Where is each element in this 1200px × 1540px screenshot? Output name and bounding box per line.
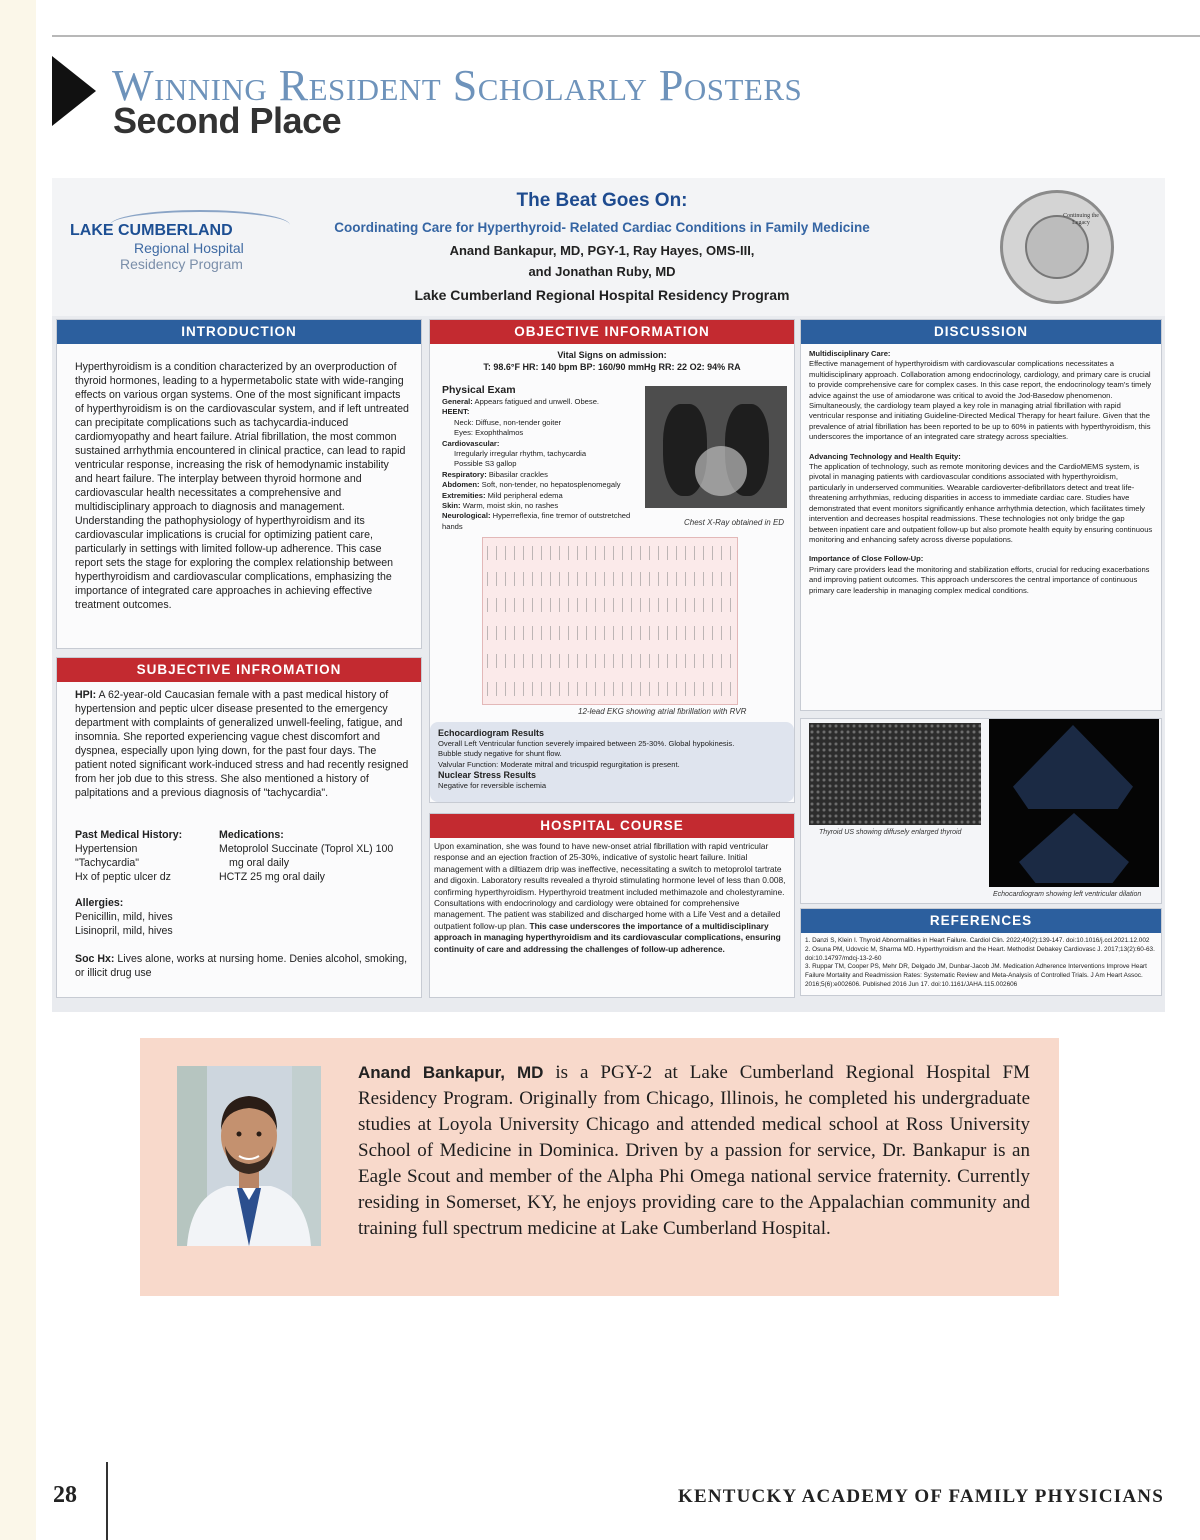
vitals-block (430, 349, 794, 373)
discussion-panel (800, 319, 1162, 711)
ekg-trace (487, 654, 735, 668)
poster-title: The Beat Goes On: (516, 190, 688, 211)
echo-item: Overall Left Ventricular function severely impaired between 25-30%. Global hypokinesis. (438, 739, 735, 748)
exam-value: Mild peripheral edema (485, 490, 563, 500)
exam-item (442, 459, 647, 469)
hospital-course-body: Upon examination, she was found to have new-onset atrial fibrillation with rapid ventricular response and an ejection fraction of 25-30%, indicative of systolic heart failure. Initial management with a diltiazem drip was ineffective, necessitating a switch to metoprolol tartrate and digoxin. Laboratory results revealed a thyroid stimulating hormone level of less than 0.008, confirming hyperthyroidism. Hyperthyroid treatment included methimazole and cholestyramine. Consultations with endocrinology and cardiology were obtained for comprehensive management. The patient was stabilized and discharged home with a Life Vest and a detailed outpatient follow-up plan. (434, 841, 786, 931)
poster-title-block (302, 190, 902, 303)
ekg-caption: 12-lead EKG showing atrial fibrillation with RVR (578, 707, 747, 716)
section-arrow-icon (52, 56, 96, 126)
exam-item (442, 428, 647, 438)
poster-authors: Anand Bankapur, MD, PGY-1, Ray Hayes, OMS-III, (449, 243, 755, 258)
objective-panel (429, 319, 795, 803)
nuclear-title: Nuclear Stress Results (438, 770, 537, 781)
ultrasound-texture (809, 723, 981, 825)
exam-value: Possible S3 gallop (454, 459, 517, 469)
exam-value: Neck: Diffuse, non-tender goiter (454, 417, 562, 427)
exam-label: Respiratory: (442, 469, 487, 479)
echo-fan (1013, 725, 1133, 813)
exam-value: Bibasilar crackles (486, 469, 548, 479)
discussion-body (809, 349, 1155, 596)
bio-description: is a PGY-2 at Lake Cumberland Regional Hospital FM Residency Program. Originally from Chicago, Illinois, he completed his undergraduate studies at Loyola University Chicago and attended medical school at Ross University School of Medicine in Dominica. Driven by a passion for service, Dr. Bankapur is an Eagle Scout and member of the Alpha Phi Omega national service fraternity. Currently residing in Somerset, KY, he enjoys providing care to the Appalachian community and training full spectrum medicine at Lake Cumberland Hospital. (358, 1062, 1030, 1239)
discussion-item-title: Importance of Close Follow-Up: (809, 554, 924, 564)
social-history-text: Lives alone, works at nursing home. Denies alcohol, smoking, or illicit drug use (75, 953, 408, 979)
references-list (805, 937, 1159, 990)
reference-item: 3. Ruppar TM, Cooper PS, Mehr DR, Delgado JM, Dunbar-Jacob JM. Medication Adherence Interventions Improve Heart Failure Mortality and Readmission Rates: Systematic Review and Meta-Analysis of Controlled Trials. J Am Heart Assoc. 2016;5(6):e002606. Published 2016 Jun 17. doi:10.1161/JAHA.115.002606 (805, 963, 1147, 988)
discussion-item-text: Primary care providers lead the monitoring and stabilization efforts, crucial for reducing exacerbations and improving patient outcomes. This approach underscores the central importance of continuous primary care leadership in managing complex medical conditions. (809, 564, 1150, 595)
references-heading: REFERENCES (801, 909, 1161, 933)
discussion-item-title: Multidisciplinary Care: (809, 349, 891, 358)
echo-item: Valvular Function: Moderate mitral and tricuspid regurgitation is present. (438, 759, 680, 769)
thyroid-caption: Thyroid US showing diffusely enlarged thyroid (819, 829, 962, 836)
page-title: Winning Resident Scholarly Posters (112, 61, 803, 110)
echo-image-top (989, 719, 1159, 819)
reference-item: 1. Danzi S, Klein I. Thyroid Abnormalities in Heart Failure. Cardiol Clin. 2022;40(2):139-147. doi:10.1016/j.ccl.2021.12.002 (805, 937, 1150, 944)
exam-item (442, 407, 647, 417)
objective-heading: OBJECTIVE INFORMATION (430, 320, 794, 344)
ekg-trace (487, 598, 735, 612)
vitals-values: T: 98.6°F HR: 140 bpm BP: 160/90 mmHg RR: 22 O2: 94% RA (483, 362, 741, 372)
introduction-heading: INTRODUCTION (57, 320, 421, 344)
exam-value: Eyes: Exophthalmos (454, 428, 524, 438)
bio-text (358, 1060, 1030, 1242)
exam-value: Warm, moist skin, no rashes (460, 501, 559, 511)
pmh-label: Past Medical History: (75, 829, 183, 841)
exam-item (442, 480, 647, 490)
pmh-block (75, 828, 215, 884)
page-subtitle: Second Place (113, 100, 342, 141)
poster-program: Lake Cumberland Regional Hospital Residency Program (414, 287, 790, 303)
pmh-item: Hx of peptic ulcer dz (75, 871, 171, 883)
exam-item (442, 511, 647, 532)
subjective-heading: SUBJECTIVE INFROMATION (57, 658, 421, 682)
logo-line: Residency Program (120, 256, 243, 272)
footer-divider (106, 1462, 108, 1540)
hpi-text: A 62-year-old Caucasian female with a past medical history of hypertension and peptic ulcer disease presented to the emergency department with complaints of generalized unwell-feeling, fatigue, and insomnia. She reported experiencing vague chest discomfort and dyspnea, especially upon lying down, for the past four days. The patient noted significant work-induced stress and had recently resigned from her job due to this stress. She also mentioned a history of palpitations and a previous diagnosis of "tachycardia". (75, 689, 409, 799)
vitals-title: Vital Signs on admission: (557, 350, 667, 360)
exam-value: Soft, non-tender, no hepatosplenomegaly (479, 480, 621, 490)
hospital-logo (70, 222, 290, 302)
medications-label: Medications: (219, 829, 284, 841)
medication-item: HCTZ 25 mg oral daily (219, 871, 325, 883)
subjective-panel (56, 657, 422, 998)
ekg-trace (487, 546, 735, 560)
exam-value: Irregularly irregular rhythm, tachycardia (454, 449, 587, 459)
exam-label: General: (442, 397, 473, 406)
discussion-item-title: Advancing Technology and Health Equity: (809, 451, 961, 461)
exam-value: Hyperreflexia, fine tremor of outstretched hands (442, 511, 631, 531)
footer-organization: KENTUCKY ACADEMY OF FAMILY PHYSICIANS (677, 1486, 1164, 1507)
thyroid-ultrasound-image (809, 723, 981, 825)
discussion-heading: DISCUSSION (801, 320, 1161, 344)
pmh-item: Hypertension (75, 843, 138, 855)
exam-item (442, 397, 647, 407)
allergy-item: Penicillin, mild, hives (75, 911, 173, 923)
xray-caption: Chest X-Ray obtained in ED (684, 518, 785, 527)
pmh-item: "Tachycardia" (75, 857, 140, 869)
allergies-label: Allergies: (75, 897, 124, 909)
ekg-strip-image (482, 537, 738, 705)
exam-item (442, 491, 647, 501)
medications-block (219, 828, 419, 884)
logo-line: Regional Hospital (134, 240, 244, 256)
allergies-block (75, 896, 409, 938)
social-history-label: Soc Hx: (75, 953, 115, 965)
echo-title: Echocardiogram Results (438, 728, 545, 738)
chest-xray-image (645, 386, 787, 508)
xray-heart (695, 446, 747, 496)
social-history (75, 952, 409, 980)
bio-name: Anand Bankapur, MD (358, 1063, 544, 1082)
exam-label: HEENT: (442, 407, 470, 417)
echo-caption: Echocardiogram showing left ventricular dilation (993, 891, 1142, 898)
hpi-paragraph (75, 688, 409, 800)
poster-authors: and Jonathan Ruby, MD (528, 264, 676, 279)
exam-value: Appears fatigued and unwell. Obese. (472, 397, 600, 406)
discussion-item-text: The application of technology, such as remote monitoring devices and the CardioMEMS system, is pivotal in managing patients with cardiovascular conditions associated with hyperthyroidism, particularly in underserved communities. Wearable cardioverter-defibrillators detect and treat life-threatening arrhythmias, reducing disparities in access to immediate cardiac care. Studies have demonstrated that event monitors significantly enhance arrhythmia detection, which facilitates timely intervention and decreases hospital readmissions. These technologies not only bridge the gap between inpatient care and outpatient follow-up but also promote health equity by ensuring continuous monitoring and enhancing safety across diverse populations. (809, 462, 1153, 544)
exam-item (442, 439, 647, 449)
exam-title: Physical Exam (442, 384, 516, 396)
exam-item (442, 449, 647, 459)
logo-swoosh (110, 210, 290, 240)
poster-subtitle: Coordinating Care for Hyperthyroid- Related Cardiac Conditions in Family Medicine (334, 220, 870, 235)
exam-item (442, 470, 647, 480)
author-photo (177, 1066, 321, 1246)
medication-item: mg oral daily (229, 857, 290, 869)
ekg-trace (487, 572, 735, 586)
college-seal-icon (1000, 190, 1114, 304)
exam-label: Abdomen: (442, 480, 480, 490)
exam-item (442, 418, 647, 428)
introduction-panel (56, 319, 422, 649)
hospital-course-panel (429, 813, 795, 998)
introduction-text: Hyperthyroidism is a condition characterized by an overproduction of thyroid hormones, leading to a hypermetabolic state with wide-ranging effects on various organ systems. One of the most significant impacts of hyperthyroidism is on the cardiovascular system, and if left untreated can precipitate complications such as tachycardia-induced cardiomyopathy and heart failure. Atrial fibrillation, the most common sustained arrhythmia encountered in clinical practice, can lead to rapid ventricular response, increasing the risk of hemodynamic instability and heart failure. The interplay between thyroid hormone and cardiovascular health necessitates a comprehensive and multidisciplinary approach to diagnosis and management. Understanding the pathophysiology of hyperthyroidism and its cardiovascular implications is crucial for optimizing patient care, particularly in settings with limited follow-up adherence. This case report sets the stage for exploring the complex relationship between hyperthyroidism and cardiovascular complications, emphasizing the importance of integrated care approaches in achieving effective treatment outcomes. (75, 361, 409, 611)
echo-image-bottom (989, 809, 1159, 887)
hospital-course-text (434, 841, 790, 955)
page-margin-strip (0, 0, 36, 1540)
physical-exam (442, 384, 647, 532)
allergy-item: Lisinopril, mild, hives (75, 925, 173, 937)
exam-label: Extremities: (442, 490, 486, 500)
reference-item: 2. Osuna PM, Udovcic M, Sharma MD. Hyperthyroidism and the Heart. Methodist Debakey Cardiovasc J. 2017;13(2):60-63. doi:10.14797/mdcj-13-2-60 (805, 945, 1155, 962)
exam-label: Neurological: (442, 511, 491, 521)
echo-item: Bubble study negative for shunt flow. (438, 749, 562, 759)
imaging-panel (800, 718, 1162, 904)
hpi-label: HPI: (75, 689, 97, 701)
exam-label: Skin: (442, 501, 461, 511)
hospital-course-heading: HOSPITAL COURSE (430, 814, 794, 838)
hospital-course-emphasis: This case underscores the importance of a multidisciplinary approach in managing hyperthyroidism and its cardiovascular complications, ensuring continuity of care and addressing the challenges of follow-up adherence. (434, 920, 781, 954)
logo-line: LAKE CUMBERLAND (70, 222, 233, 239)
echo-results-box (430, 722, 794, 802)
seal-text: Continuing the Legacy (1063, 213, 1099, 226)
nuclear-text: Negative for reversible ischemia (438, 781, 547, 791)
exam-label: Cardiovascular: (442, 438, 500, 448)
exam-item (442, 501, 647, 511)
poster-image (52, 178, 1165, 1012)
ekg-trace (487, 682, 735, 696)
top-divider (52, 35, 1200, 37)
references-panel (800, 908, 1162, 996)
portrait-illustration (177, 1066, 321, 1246)
page-number: 28 (53, 1482, 77, 1508)
discussion-item-text: Effective management of hyperthyroidism with cardiovascular complications necessitates a multidisciplinary approach. Collaboration among endocrinology, cardiology, and primary care is crucial to provide comprehensive care for complex cases. In this case report, the endocrinology team's timely advice against the use of amiodarone was critical to avoid the Jod-Basedow phenomenon. Simultaneously, the cardiology team played a key role in managing atrial fibrillation with rapid ventricular response and initiating Guideline-Directed Medical Therapy for heart failure. Given that the prevalence of atrial fibrillation has been reported to be up to 60% in patients with hyperthyroidism, this underscores the importance of an integrated care strategy across specialties. (809, 359, 1152, 442)
ekg-trace (487, 626, 735, 640)
medication-item: Metoprolol Succinate (Toprol XL) 100 (219, 843, 394, 855)
echo-fan (1019, 813, 1129, 883)
poster-header (52, 178, 1165, 316)
